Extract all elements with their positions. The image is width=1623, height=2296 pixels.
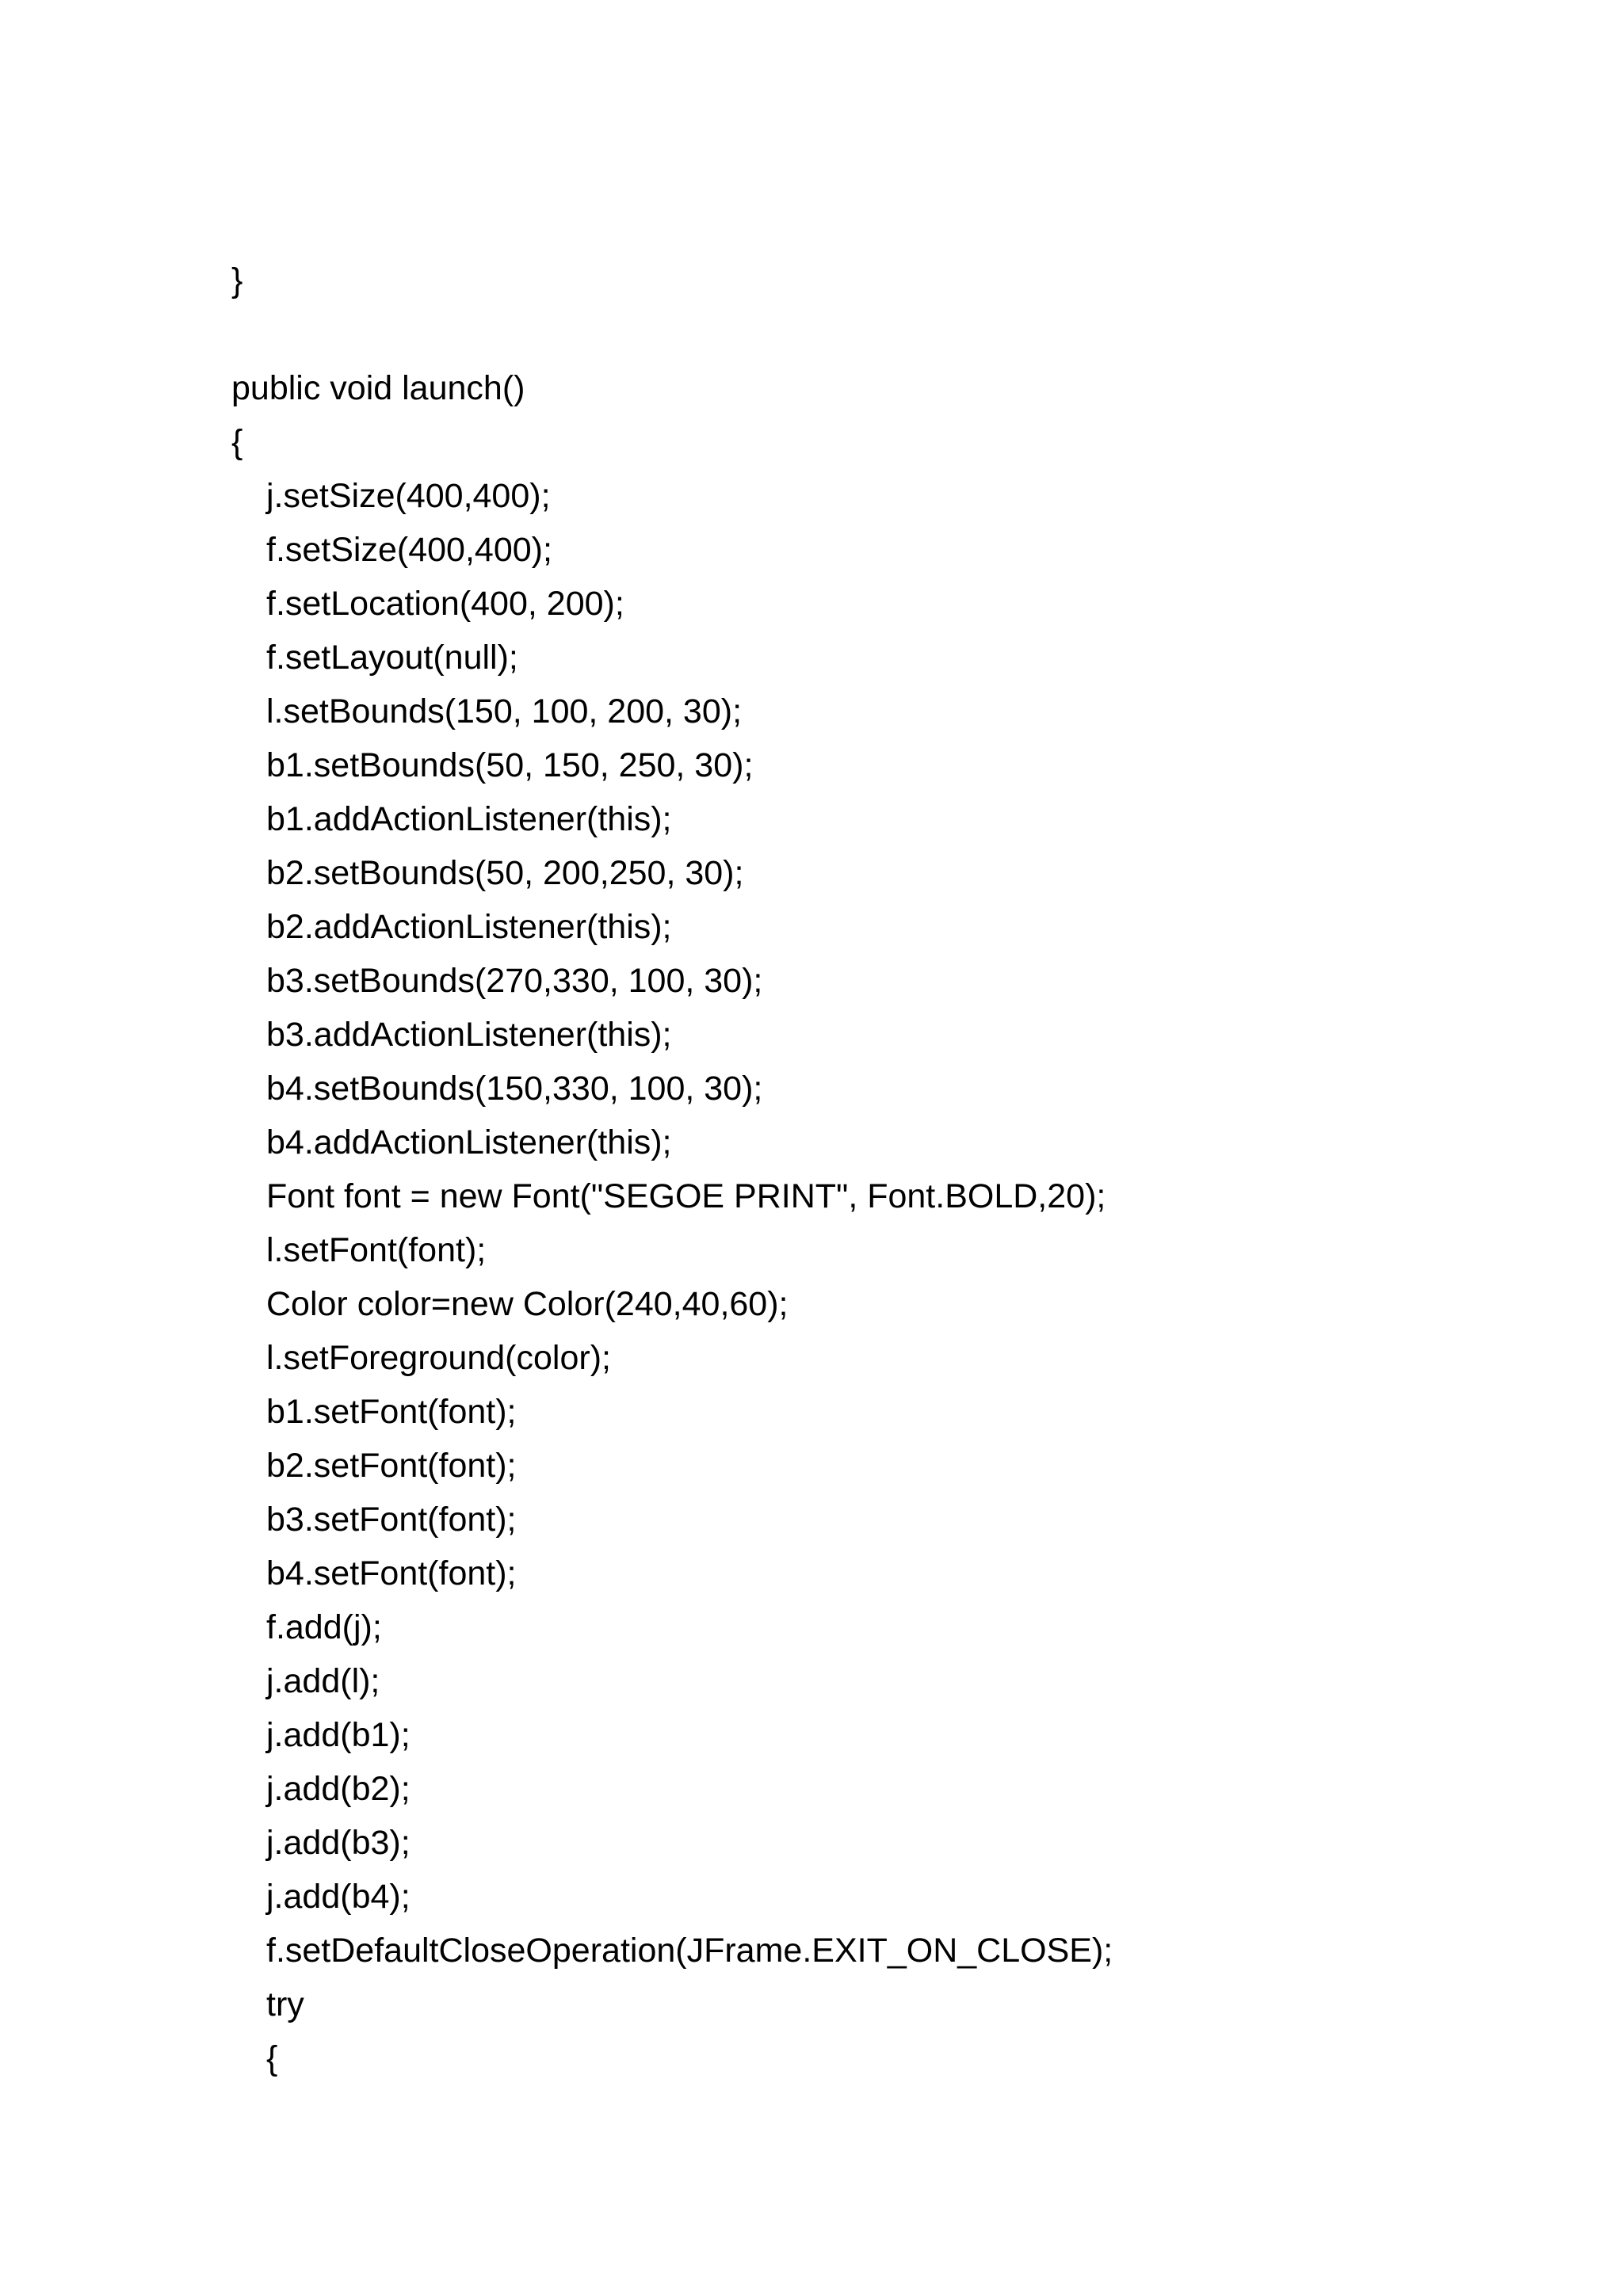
code-line: b2.addActionListener(this); xyxy=(266,908,672,946)
code-line: f.add(j); xyxy=(266,1608,382,1646)
code-line: b3.setFont(font); xyxy=(266,1501,517,1539)
code-line: f.setLayout(null); xyxy=(266,639,518,677)
code-line: b1.addActionListener(this); xyxy=(266,800,672,838)
code-line-blank xyxy=(231,307,1499,361)
code-line: f.setLocation(400, 200); xyxy=(266,585,624,623)
code-line: b3.addActionListener(this); xyxy=(266,1016,672,1054)
code-line: j.add(b2); xyxy=(266,1770,411,1808)
code-line: b4.addActionListener(this); xyxy=(266,1123,672,1161)
code-listing xyxy=(231,254,1499,2085)
code-line: Color color=new Color(240,40,60); xyxy=(266,1285,789,1323)
code-line: b2.setBounds(50, 200,250, 30); xyxy=(266,854,744,892)
code-line: b4.setBounds(150,330, 100, 30); xyxy=(266,1070,763,1108)
code-line: public void launch() xyxy=(231,369,525,407)
code-line: l.setForeground(color); xyxy=(266,1339,611,1377)
code-line: b2.setFont(font); xyxy=(266,1447,517,1485)
code-line: l.setBounds(150, 100, 200, 30); xyxy=(266,692,743,730)
code-line: f.setDefaultCloseOperation(JFrame.EXIT_ON_CLOSE); xyxy=(266,1932,1113,1970)
code-line: b3.setBounds(270,330, 100, 30); xyxy=(266,962,763,1000)
code-line: { xyxy=(231,423,243,461)
code-line: b1.setFont(font); xyxy=(266,1393,517,1431)
code-line: Font font = new Font("SEGOE PRINT", Font.BOLD,20); xyxy=(266,1177,1106,1215)
code-line: } xyxy=(231,261,243,299)
code-line: j.add(b3); xyxy=(266,1824,411,1862)
code-line: j.add(l); xyxy=(266,1662,380,1700)
code-line: j.setSize(400,400); xyxy=(266,477,551,515)
code-line: b4.setFont(font); xyxy=(266,1554,517,1592)
code-line: j.add(b1); xyxy=(266,1716,411,1754)
code-line: l.setFont(font); xyxy=(266,1231,487,1269)
code-line: j.add(b4); xyxy=(266,1878,411,1916)
code-line: { xyxy=(266,2039,278,2077)
code-line: try xyxy=(266,1985,304,2023)
code-line: b1.setBounds(50, 150, 250, 30); xyxy=(266,746,754,784)
code-line: f.setSize(400,400); xyxy=(266,531,552,569)
